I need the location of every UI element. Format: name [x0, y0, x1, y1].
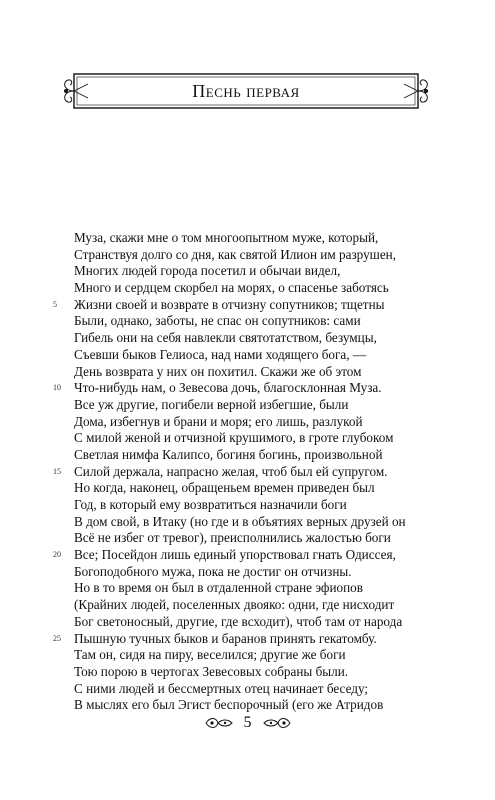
- verse-line: [74, 664, 434, 681]
- verse-line: [74, 497, 434, 514]
- verse-line: [74, 230, 434, 247]
- line-number: 10: [53, 383, 61, 393]
- verse-line: [53, 630, 434, 648]
- verse-line-text: Там он, сидя на пиру, веселился; другие же боги: [74, 647, 346, 663]
- line-number: 20: [53, 550, 61, 560]
- verse-line-text: В дом свой, в Итаку (но где и в объятиях верных друзей он: [74, 513, 406, 529]
- verse-line-text: Пышную тучных быков и баранов принять гекатомбу.: [74, 630, 377, 646]
- line-number: 5: [53, 299, 57, 309]
- verse-line: [74, 647, 434, 664]
- verse-line-text: Дома, избегнув и брани и моря; его лишь, разлукой: [74, 413, 363, 429]
- verse-line-text: Странствуя долго со дня, как святой Илион им разрушен,: [74, 246, 397, 262]
- verse-line: [74, 263, 434, 280]
- verse-line: [74, 597, 434, 614]
- page-footer: [0, 708, 495, 738]
- verse-line: [53, 380, 434, 397]
- verse-line: [74, 564, 434, 581]
- verse-line: [74, 614, 434, 631]
- left-ornament-icon: [204, 716, 234, 730]
- verse-line-text: С милой женой и отчизной крушимого, в гроте глубоком: [74, 430, 394, 446]
- right-ornament-icon: [262, 716, 292, 730]
- verse-line-text: Но когда, наконец, обращеньем времен приведен был: [74, 480, 375, 496]
- verse-line: [74, 364, 434, 381]
- verse-line-text: Были, однако, заботы, не спас он сопутников: сами: [74, 313, 361, 329]
- verse-line-text: Тою порою в чертогах Зевесовых собраны были.: [74, 663, 349, 679]
- verse-line: [74, 330, 434, 347]
- verse-line-text: Съевши быков Гелиоса, над нами ходящего бога, —: [74, 346, 367, 362]
- verse-line: [74, 480, 434, 497]
- chapter-title-frame: [60, 70, 432, 112]
- verse-line-text: Многих людей города посетил и обычаи видел,: [74, 263, 341, 279]
- verse-line-text: С ними людей и бессмертных отец начинает беседу;: [74, 680, 369, 696]
- verse-line-text: Богоподобного мужа, пока не достиг он отчизны.: [74, 563, 352, 579]
- verse-line: [74, 447, 434, 464]
- line-number: 15: [53, 466, 61, 476]
- verse-line-text: Муза, скажи мне о том многоопытном муже, который,: [74, 230, 379, 245]
- verse-line-text: Год, в который ему возвратиться назначили боги: [74, 497, 347, 512]
- verse-line: [74, 347, 434, 364]
- verse-line: [74, 247, 434, 264]
- page-number: 5: [243, 714, 252, 731]
- line-number: 25: [53, 633, 61, 643]
- verse-line: [74, 414, 434, 431]
- verse-line: [53, 296, 434, 314]
- verse-line-text: Жизни своей и возврате в отчизну сопутников; тщетны: [74, 296, 385, 312]
- verse-line-text: Силой держала, напрасно желая, чтоб был ей супругом.: [74, 463, 388, 479]
- verse-line-text: Но в то время он был в отдаленной стране эфиопов: [74, 580, 363, 596]
- verse-line-text: Много и сердцем скорбел на морях, о спасенье заботясь: [74, 280, 389, 296]
- verse-line-text: Все; Посейдон лишь единый упорствовал гнать Одиссея,: [74, 547, 396, 563]
- verse-line-text: (Крайних людей, поселенных двояко: одни, где нисходит: [74, 597, 395, 613]
- verse-line: [74, 514, 434, 531]
- verse-line: [74, 681, 434, 698]
- verse-line-text: Что-нибудь нам, о Зевесова дочь, благосклонная Муза.: [74, 380, 382, 396]
- verse-line-text: Гибель они на себя навлекли святотатством, безумцы,: [74, 330, 377, 346]
- verse-line-text: День возврата у них он похитил. Скажи же об этом: [74, 363, 362, 379]
- verse-line-text: Светлая нимфа Калипсо, богиня богинь, произвольной: [74, 446, 383, 462]
- verse-line: [74, 580, 434, 597]
- verse-line: [53, 547, 434, 564]
- verse-line-text: Все уж другие, погибели верной избегшие, были: [74, 396, 349, 412]
- verse-line: [53, 463, 434, 481]
- verse-line: [74, 313, 434, 330]
- verse-line: [74, 397, 434, 414]
- verse-line: [74, 530, 434, 547]
- verse-line-text: В мыслях его был Эгист беспорочный (его же Атридов: [74, 697, 384, 713]
- verse-line: [74, 430, 434, 447]
- verse-line: [74, 280, 434, 297]
- verse-line-text: Бог светоносный, другие, где всходит), чтоб там от народа: [74, 613, 403, 629]
- chapter-title: Песнь первая: [192, 80, 300, 101]
- poem-text: [53, 230, 434, 714]
- verse-line-text: Всё не избег от тревог), преисполнились жалостью боги: [74, 530, 391, 546]
